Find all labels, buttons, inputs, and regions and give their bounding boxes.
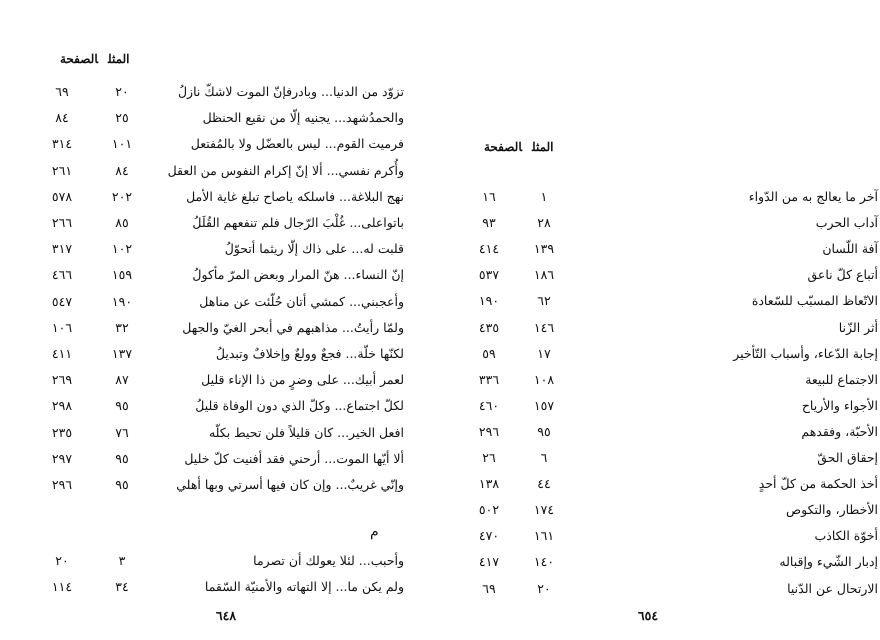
index-row (440, 576, 880, 602)
entry-page: ٢٩٧ (51, 450, 73, 466)
page-number: ٦٤٨ (215, 608, 237, 623)
entry-page: ٥٧٨ (51, 188, 73, 204)
index-row (440, 288, 880, 314)
entry-page: ٢٦٦ (51, 215, 73, 230)
entry-page: ٣١٤ (51, 136, 73, 152)
index-row (0, 79, 440, 105)
entry-text: لكنّها خلّة... فجعٌ وولعٌ وإخلافٌ وتبديلُ (215, 346, 404, 361)
entry-ref: ١٣٧ (111, 346, 133, 361)
entry-text: لعمر أبيك... على وضرٍ من ذا الإناء قليل (201, 372, 404, 388)
index-row (440, 393, 880, 419)
entry-page: ١٠٦ (51, 319, 73, 335)
index-row (0, 341, 440, 367)
entry-page: ٨٤ (55, 110, 69, 126)
page-number: ٦٥٤ (637, 608, 659, 623)
entry-ref: ٤٤ (537, 476, 551, 492)
entry-page: ٣١٧ (51, 241, 73, 257)
index-row (440, 341, 880, 367)
entry-text: الأجواء والأرياح (801, 397, 878, 413)
index-row (0, 289, 440, 315)
entry-ref: ٩٥ (115, 398, 129, 414)
entry-text: إدبار الشّيء وإقباله (779, 554, 878, 570)
entry-text: وإنّي غريبٌ... وإن كان فيها أسرتي وبها أهلي (176, 477, 404, 492)
entry-ref: ٩٥ (537, 423, 551, 439)
entry-page: ٢٠ (55, 553, 69, 568)
entry-ref: ٧٦ (115, 424, 129, 440)
entry-text: تزوّد من الدنيا... وبادرفإنّ الموت لاشكّ نازلُ (177, 84, 404, 99)
index-row (0, 315, 440, 341)
entry-text: نهج البلاغة... فاسلكه ياصاح تبلغ غاية الأمل (186, 188, 404, 204)
entry-ref: ١٤٠ (533, 554, 555, 570)
entry-page: ٢٣٥ (51, 424, 73, 440)
entry-ref: ٩٥ (115, 450, 129, 466)
entry-ref: ٨٥ (115, 215, 129, 230)
index-row (440, 497, 880, 523)
index-row (440, 315, 880, 341)
entry-page: ٥٠٢ (478, 502, 500, 518)
entry-text: قلبت له... على ذاك إلّا ريثما أتحوّلُ (224, 241, 404, 257)
entry-ref: ١٠١ (111, 136, 133, 152)
entry-ref: ١٠٨ (533, 371, 555, 387)
entry-page: ٩٣ (482, 215, 496, 231)
section-letter: م (370, 524, 379, 540)
entry-text: الأخطار، والتكوص (786, 502, 878, 518)
entry-text: إنّ النساء... هنّ المرار وبعض المرّ مأكولُ (192, 267, 404, 283)
index-row (440, 549, 880, 575)
entry-ref: ١٣٩ (533, 241, 555, 257)
entry-ref: ١٧ (537, 345, 551, 361)
entry-text: وأحبب... لئلا يعولك أن تصرما (253, 553, 404, 568)
entry-page: ١٩٠ (478, 293, 500, 309)
entry-page: ١٣٨ (478, 476, 500, 492)
entry-text: أخذ الحكمة من كلّ أحدٍ (758, 476, 878, 492)
entry-ref: ١٤٦ (533, 319, 555, 335)
entry-text: الاتّعاظ المسبّب للسّعادة (751, 293, 878, 309)
entry-ref: ٢٠٢ (111, 188, 133, 204)
index-row (0, 367, 440, 393)
entry-ref: ٨٧ (115, 372, 129, 388)
entry-ref: ٢٨ (537, 215, 551, 231)
index-row (0, 184, 440, 210)
index-row (440, 262, 880, 288)
entry-page: ٤١١ (51, 346, 73, 361)
entry-ref: ١ (540, 189, 548, 204)
entry-page: ٦٩ (55, 84, 69, 99)
entry-page: ٤٦٦ (51, 267, 73, 283)
entry-page: ٥٩ (482, 345, 496, 361)
index-row (440, 184, 880, 210)
entry-page: ٣٣٦ (478, 371, 500, 387)
entry-text: أخوّة الكاذب (814, 528, 878, 544)
header-ref: المثل (531, 140, 554, 154)
entry-page: ٤٧٠ (478, 528, 500, 544)
index-row (0, 210, 440, 236)
entry-ref: ١٩٠ (111, 293, 133, 309)
entry-text: ولم يكن ما... إلا التهاته والأمنيّة السّقما (204, 579, 404, 594)
index-row (0, 472, 440, 498)
index-row (440, 210, 880, 236)
entry-ref: ٣٤ (115, 579, 129, 594)
entry-ref: ١٥٩ (111, 267, 133, 283)
entry-text: والحمدُشهد... يجنيه إلّا من نقيع الحنظل (202, 110, 404, 126)
entry-ref: ٣ (118, 553, 126, 568)
index-row (0, 420, 440, 446)
index-row (0, 548, 440, 574)
entry-page: ٤٣٥ (478, 319, 500, 335)
entry-text: إحقاق الحقّ (817, 450, 878, 465)
entry-page: ٥٤٧ (51, 293, 73, 309)
entry-ref: ٦٢ (537, 293, 551, 309)
index-row (440, 367, 880, 393)
index-row (0, 236, 440, 262)
entry-ref: ٦ (540, 450, 548, 465)
entry-text: ألا أيّها الموت... أرحني فقد أفنيت كلّ خليل (184, 450, 404, 466)
entry-page: ٢٦١ (51, 162, 73, 178)
entry-ref: ١٥٧ (533, 397, 555, 413)
index-row (0, 158, 440, 184)
entry-ref: ١٨٦ (533, 267, 555, 283)
entry-text: آخر ما يعالج به من الدّواء (748, 189, 878, 204)
header-ref: المثل (107, 52, 130, 66)
entry-ref: ٣٢ (115, 319, 129, 335)
entry-text: الأحبّة، وفقدهم (801, 423, 878, 439)
entry-ref: ١٦١ (533, 528, 555, 544)
entry-page: ٤١٧ (478, 554, 500, 570)
entry-page: ٢٩٨ (51, 398, 73, 414)
entry-text: أثر الزّنا (838, 319, 878, 335)
entry-page: ٢٦ (482, 450, 496, 465)
index-row (440, 419, 880, 445)
entry-page: ١٦ (482, 189, 496, 204)
index-row (0, 105, 440, 131)
entry-ref: ٢٥ (115, 110, 129, 126)
entry-text: وأعجبني... كمشي أتان حُلّئت عن مناهل (199, 293, 404, 309)
entry-page: ٢٩٦ (478, 423, 500, 439)
entry-text: الاجتماع للبيعة (805, 371, 878, 387)
entry-text: الارتحال عن الدّنيا (787, 580, 878, 596)
index-row (0, 262, 440, 288)
entry-page: ٢٩٦ (51, 477, 73, 492)
index-row (0, 446, 440, 472)
entry-text: افعل الخير... كان قليلاً فلن تحيط بكلّه (208, 424, 404, 440)
index-row (0, 131, 440, 157)
header-page: الصفحة (60, 52, 98, 66)
index-row (0, 574, 440, 600)
index-row (440, 445, 880, 471)
index-row (440, 236, 880, 262)
entry-text: لكلّ اجتماع... وكلّ الذي دون الوفاة قليلُ (195, 398, 404, 414)
entry-ref: ٨٤ (115, 162, 129, 178)
entry-ref: ١٠٢ (111, 241, 133, 257)
index-row (0, 393, 440, 419)
entry-page: ٤٦٠ (478, 397, 500, 413)
column-header (50, 52, 130, 66)
entry-ref: ٢٠ (115, 84, 129, 99)
entry-page: ٢٦٩ (51, 372, 73, 388)
right-page (440, 0, 880, 640)
entry-text: آفة اللّسان (822, 241, 878, 257)
entry-ref: ٢٠ (537, 580, 551, 596)
index-row (440, 471, 880, 497)
column-header (474, 140, 554, 154)
entry-page: ٦٩ (482, 580, 496, 596)
entry-page: ٥٣٧ (478, 267, 500, 283)
index-row (440, 523, 880, 549)
entry-text: باتواعلى... غُلْبَ الرّجال فلم تنفعهم القُلَلُ (192, 215, 404, 230)
entry-text: إجابة الدّعاء، وأسباب التّأخير (733, 345, 878, 361)
entry-ref: ٩٥ (115, 477, 129, 492)
entry-page: ٤١٤ (478, 241, 500, 257)
header-page: الصفحة (484, 140, 522, 154)
entry-text: أتباع كلّ ناعق (807, 267, 878, 283)
entry-text: ولمّا رأيتُ... مذاهبهم في أبحر الغيّ والجهل (182, 319, 404, 335)
entry-ref: ١٧٤ (533, 502, 555, 518)
entry-text: فرميت القوم... ليس بالعضّل ولا بالمُفتعل (190, 136, 404, 152)
entry-text: آداب الحرب (815, 215, 878, 231)
entry-page: ١١٤ (51, 579, 73, 594)
entry-text: وأُكرم نفسي... ألا إنّ إكرام النفوس من العقل (167, 162, 404, 178)
